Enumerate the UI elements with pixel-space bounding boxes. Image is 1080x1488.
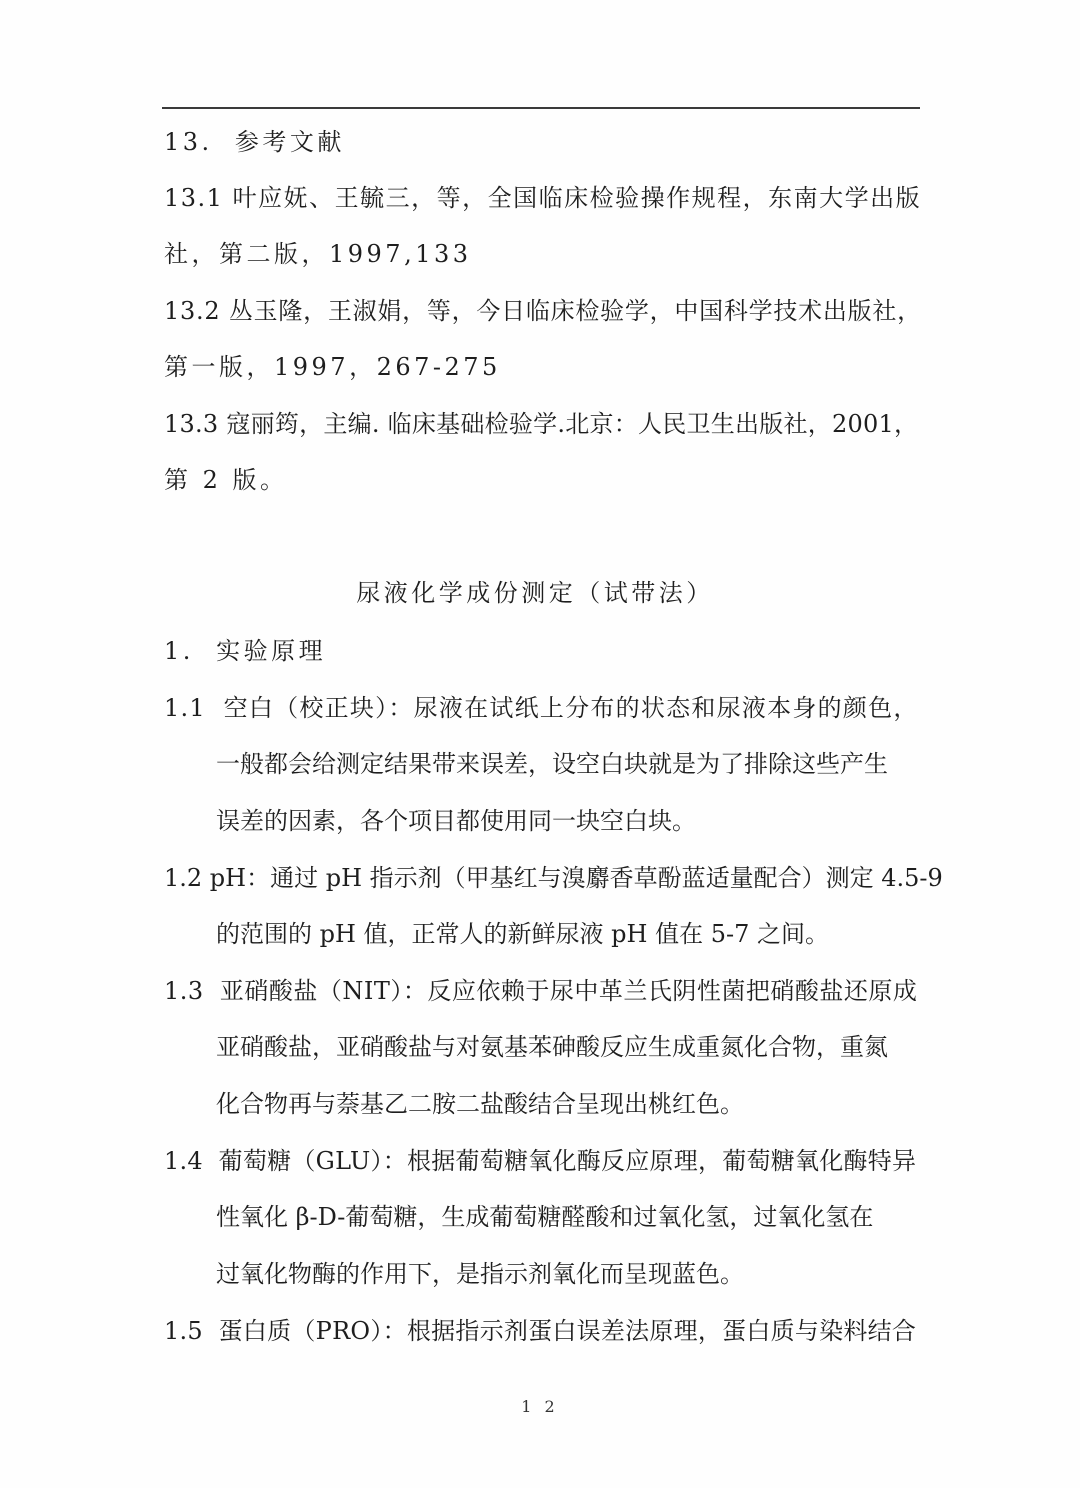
para-1-4-line-2: 性氧化 β-D-葡萄糖，生成葡萄糖醛酸和过氧化氢，过氧化氢在	[216, 1203, 874, 1231]
para-1-2-line-2: 的范围的 pH 值，正常人的新鲜尿液 pH 值在 5-7 之间。	[216, 920, 830, 948]
para-1-1-line-2: 一般都会给测定结果带来误差，设空白块就是为了排除这些产生	[216, 750, 888, 778]
reference-2-line-2: 第一版，1997，267-275	[164, 353, 501, 381]
para-1-2-line-1: 1.2 pH：通过 pH 指示剂（甲基红与溴麝香草酚蓝适量配合）测定 4.5-9	[164, 864, 943, 892]
para-1-4-line-3: 过氧化物酶的作用下，是指示剂氧化而呈现蓝色。	[216, 1260, 744, 1288]
para-1-3-line-1: 1.3 亚硝酸盐（NIT）：反应依赖于尿中革兰氏阴性菌把硝酸盐还原成	[164, 977, 918, 1005]
references-heading: 13. 参考文献	[164, 128, 345, 156]
reference-1-line-2: 社，第二版，1997,133	[164, 240, 472, 268]
section-title: 尿液化学成份测定（试带法）	[356, 579, 714, 607]
para-1-1-line-3: 误差的因素，各个项目都使用同一块空白块。	[216, 807, 696, 835]
header-rule	[162, 107, 920, 109]
principle-heading: 1. 实验原理	[164, 637, 327, 665]
page-number: 1 2	[521, 1397, 559, 1416]
reference-3-line-1: 13.3 寇丽筠，主编. 临床基础检验学.北京：人民卫生出版社，2001，	[164, 410, 919, 438]
para-1-1-line-1: 1.1 空白（校正块）：尿液在试纸上分布的状态和尿液本身的颜色，	[164, 694, 919, 722]
para-1-5-line-1: 1.5 蛋白质（PRO）：根据指示剂蛋白误差法原理，蛋白质与染料结合	[164, 1317, 917, 1345]
para-1-3-line-2: 亚硝酸盐，亚硝酸盐与对氨基苯砷酸反应生成重氮化合物，重氮	[216, 1033, 888, 1061]
reference-1-line-1: 13.1 叶应妩、王毓三，等，全国临床检验操作规程，东南大学出版	[164, 184, 922, 212]
para-1-4-line-1: 1.4 葡萄糖（GLU）：根据葡萄糖氧化酶反应原理，葡萄糖氧化酶特异	[164, 1147, 917, 1175]
reference-3-line-2: 第 2 版。	[164, 466, 288, 494]
reference-2-line-1: 13.2 丛玉隆，王淑娟，等，今日临床检验学，中国科学技术出版社，	[164, 297, 922, 325]
para-1-3-line-3: 化合物再与萘基乙二胺二盐酸结合呈现出桃红色。	[216, 1090, 744, 1118]
